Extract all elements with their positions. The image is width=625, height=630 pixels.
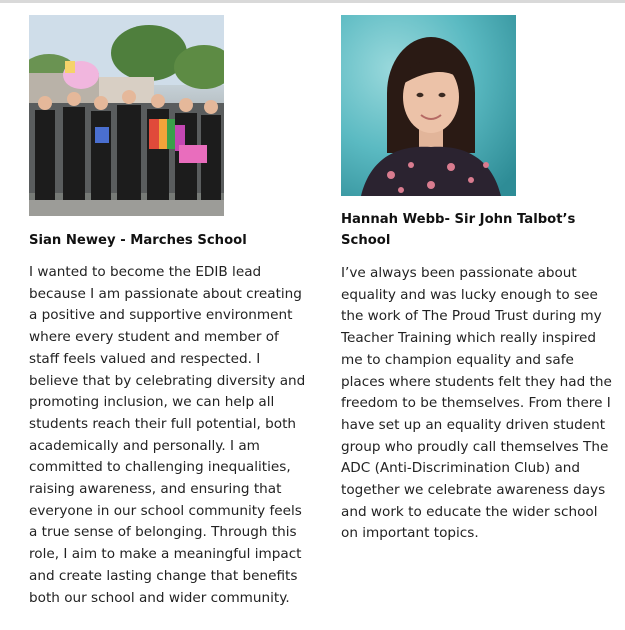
- profile-bio-hannah: [341, 263, 612, 545]
- bio-line: Teacher Training which really inspired: [341, 330, 596, 347]
- bio-line: both our school and wider community.: [29, 589, 290, 606]
- bio-line: I wanted to become the EDIB lead: [29, 264, 262, 280]
- bio-line: where every student and member of: [29, 329, 279, 346]
- bio-line: on important topics.: [341, 525, 479, 542]
- bio-line: me to champion equality and safe: [341, 351, 574, 368]
- bio-line: places where students felt they had the: [341, 373, 612, 390]
- bio-line: promoting inclusion, we can help all: [29, 394, 275, 411]
- name-line: Hannah Webb- Sir John Talbot’s: [341, 212, 576, 227]
- profile-name-sian: Sian Newey - Marches School: [29, 233, 247, 248]
- portrait-photo-icon: [341, 15, 516, 196]
- bio-line: ADC (Anti-Discrimination Club) and: [341, 460, 581, 477]
- bio-line: group who proudly call themselves The: [341, 438, 609, 455]
- bio-line: I’ve always been passionate about: [341, 265, 577, 281]
- bio-line: academically and personally. I am: [29, 437, 260, 454]
- bio-line: and work to educate the wider school: [341, 503, 598, 520]
- bio-line: everyone in our school community feels: [29, 502, 302, 519]
- bio-line: students reach their full potential, both: [29, 415, 297, 432]
- profile-name-hannah: [341, 209, 581, 251]
- bio-line: staff feels valued and respected. I: [29, 350, 261, 367]
- bio-line: freedom to be themselves. From there I: [341, 395, 611, 412]
- bio-line: together we celebrate awareness days: [341, 482, 606, 499]
- bio-line: committed to challenging inequalities,: [29, 459, 291, 476]
- profile-bio-sian: [29, 262, 305, 609]
- bio-line: believe that by celebrating diversity and: [29, 372, 306, 389]
- top-border: [0, 0, 625, 3]
- bio-line: because I am passionate about creating: [29, 285, 302, 302]
- bio-line: role, I aim to make a meaningful impact: [29, 546, 302, 563]
- bio-line: have set up an equality driven student: [341, 416, 606, 433]
- bio-line: a positive and supportive environment: [29, 307, 293, 324]
- bio-line: and create lasting change that benefits: [29, 567, 298, 584]
- bio-line: equality and was lucky enough to see: [341, 286, 598, 303]
- group-photo-icon: [29, 15, 224, 216]
- name-line: School: [341, 233, 391, 248]
- bio-line: a true sense of belonging. Through this: [29, 524, 297, 541]
- bio-line: raising awareness, and ensuring that: [29, 481, 282, 498]
- bio-line: the work of The Proud Trust during my: [341, 308, 602, 325]
